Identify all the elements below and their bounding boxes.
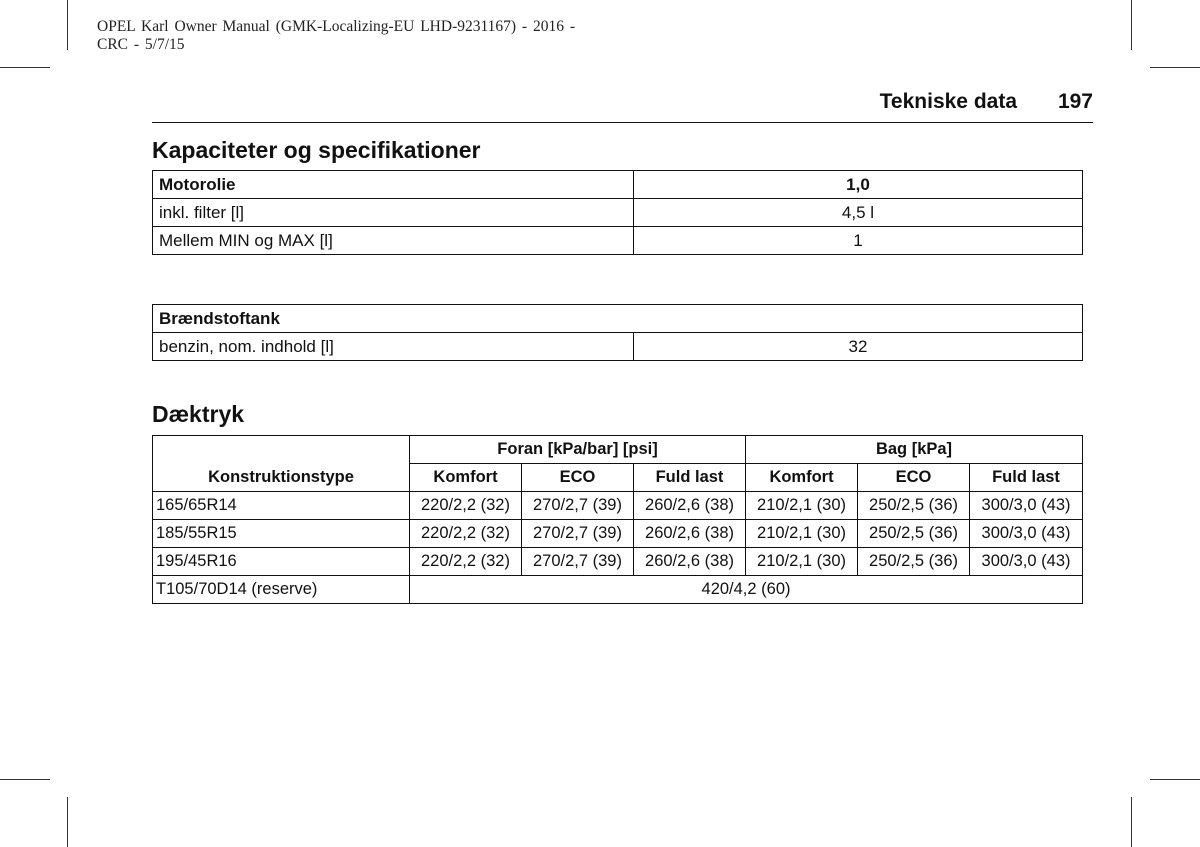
tire-type: 195/45R16 — [153, 548, 410, 576]
table-row — [153, 305, 1083, 333]
col-header-rear-full-load: Fuld last — [970, 464, 1083, 492]
table-row — [153, 227, 1083, 255]
engine-oil-label: Motorolie — [153, 171, 634, 199]
pressure-value: 270/2,7 (39) — [522, 520, 634, 548]
print-header-line-2: CRC - 5/7/15 — [97, 36, 185, 53]
pressure-value: 250/2,5 (36) — [858, 492, 970, 520]
tire-type-spare: T105/70D14 (reserve) — [153, 576, 410, 604]
pressure-value: 210/2,1 (30) — [746, 548, 858, 576]
page-number: 197 — [1057, 90, 1093, 113]
engine-oil-table — [152, 170, 1083, 255]
crop-mark-top-right-horizontal — [1150, 67, 1200, 68]
table-row — [153, 548, 1083, 576]
table-row — [153, 199, 1083, 227]
engine-oil-value: 1,0 — [634, 171, 1083, 199]
running-head — [152, 90, 1093, 123]
row-value: 4,5 l — [634, 199, 1083, 227]
col-header-front-eco: ECO — [522, 464, 634, 492]
table-row — [153, 333, 1083, 361]
crop-mark-bottom-left-horizontal — [0, 779, 50, 780]
section-title: Tekniske data — [879, 90, 1017, 113]
crop-mark-bottom-left-vertical — [67, 797, 68, 847]
pressure-value: 220/2,2 (32) — [410, 520, 522, 548]
row-label: inkl. filter [l] — [153, 199, 634, 227]
pressure-value: 250/2,5 (36) — [858, 520, 970, 548]
col-header-rear-comfort: Komfort — [746, 464, 858, 492]
col-header-type: Konstruktionstype — [153, 436, 410, 492]
col-header-rear-eco: ECO — [858, 464, 970, 492]
table-row — [153, 520, 1083, 548]
pressure-value: 300/3,0 (43) — [970, 520, 1083, 548]
tire-pressure-heading: Dæktryk — [152, 401, 245, 427]
table-row — [153, 171, 1083, 199]
crop-mark-bottom-right-vertical — [1131, 797, 1132, 847]
tire-type: 165/65R14 — [153, 492, 410, 520]
tire-pressure-table — [152, 435, 1083, 604]
col-group-rear: Bag [kPa] — [746, 436, 1083, 464]
row-label: benzin, nom. indhold [l] — [153, 333, 634, 361]
crop-mark-top-right-vertical — [1131, 0, 1132, 50]
tire-type: 185/55R15 — [153, 520, 410, 548]
pressure-value: 210/2,1 (30) — [746, 520, 858, 548]
capacities-heading: Kapaciteter og specifikationer — [152, 137, 481, 163]
pressure-value: 260/2,6 (38) — [634, 520, 746, 548]
pressure-value: 300/3,0 (43) — [970, 548, 1083, 576]
row-label: Mellem MIN og MAX [l] — [153, 227, 634, 255]
table-row — [153, 492, 1083, 520]
pressure-value: 220/2,2 (32) — [410, 548, 522, 576]
fuel-tank-table — [152, 304, 1083, 361]
crop-mark-bottom-right-horizontal — [1150, 779, 1200, 780]
pressure-value: 210/2,1 (30) — [746, 492, 858, 520]
pressure-value: 250/2,5 (36) — [858, 548, 970, 576]
col-header-front-comfort: Komfort — [410, 464, 522, 492]
table-row — [153, 576, 1083, 604]
table-header-row — [153, 436, 1083, 464]
print-header-line-1: OPEL Karl Owner Manual (GMK-Localizing-EU LHD-9231167) - 2016 - — [97, 18, 576, 35]
pressure-value: 220/2,2 (32) — [410, 492, 522, 520]
row-value: 1 — [634, 227, 1083, 255]
row-value: 32 — [634, 333, 1083, 361]
col-group-front: Foran [kPa/bar] [psi] — [410, 436, 746, 464]
pressure-value: 300/3,0 (43) — [970, 492, 1083, 520]
crop-mark-top-left-vertical — [67, 0, 68, 50]
pressure-value: 260/2,6 (38) — [634, 548, 746, 576]
col-header-front-full-load: Fuld last — [634, 464, 746, 492]
pressure-value: 260/2,6 (38) — [634, 492, 746, 520]
crop-mark-top-left-horizontal — [0, 67, 50, 68]
pressure-value: 270/2,7 (39) — [522, 492, 634, 520]
spare-pressure-value: 420/4,2 (60) — [410, 576, 1083, 604]
print-header — [97, 18, 575, 54]
pressure-value: 270/2,7 (39) — [522, 548, 634, 576]
fuel-tank-label: Brændstoftank — [153, 305, 1083, 333]
